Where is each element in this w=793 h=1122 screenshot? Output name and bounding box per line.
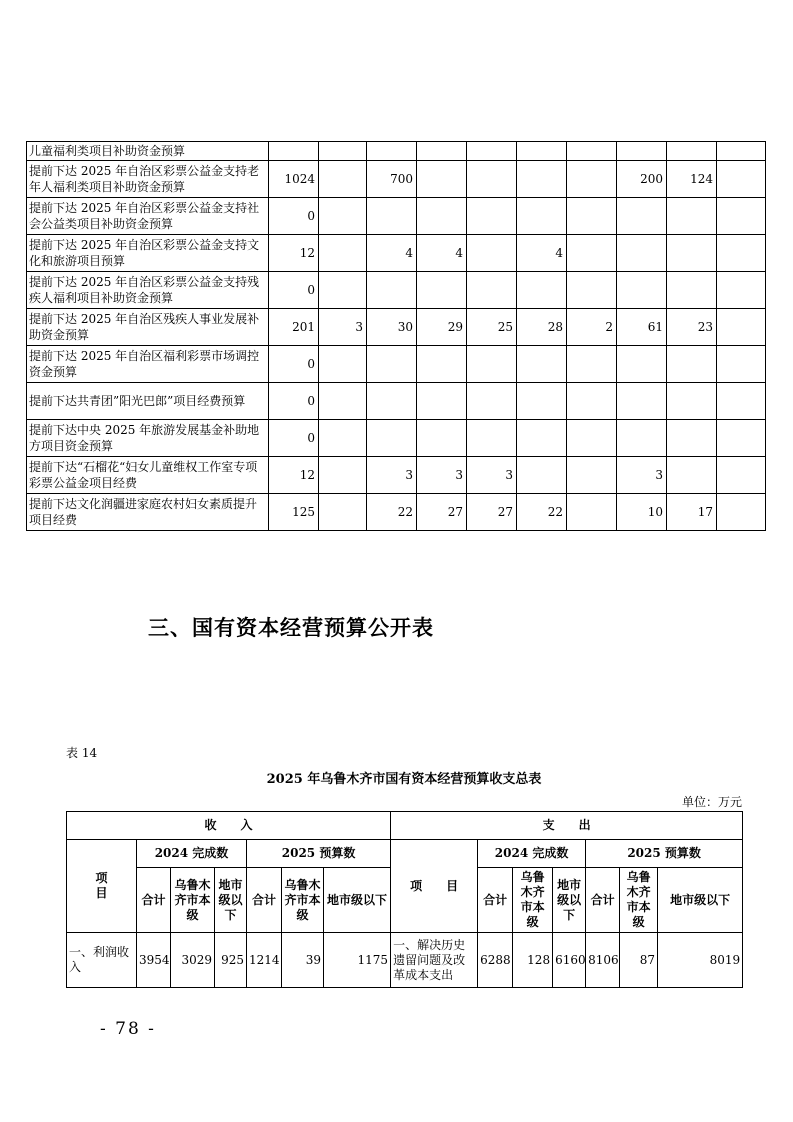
- income-value-cell: 3029: [171, 933, 215, 988]
- row-value-cell: [319, 142, 367, 161]
- row-value-cell: 1024: [269, 161, 319, 198]
- table-row: [27, 142, 766, 161]
- income-2025-header: 2025 预算数: [247, 840, 391, 868]
- row-value-cell: 27: [417, 494, 467, 531]
- table-row: [27, 457, 766, 494]
- row-value-cell: [567, 420, 617, 457]
- row-item-name: 提前下达 2025 年自治区彩票公益金支持老年人福利类项目补助资金预算: [27, 161, 269, 198]
- row-value-cell: [617, 346, 667, 383]
- income-item-header: 项 目: [67, 840, 137, 933]
- income-2025-city-header: 乌鲁木齐市本级: [282, 868, 324, 933]
- row-value-cell: 30: [367, 309, 417, 346]
- row-value-cell: [467, 198, 517, 235]
- income-2024-header: 2024 完成数: [137, 840, 247, 868]
- row-item-name: 提前下达 2025 年自治区彩票公益金支持社会公益类项目补助资金预算: [27, 198, 269, 235]
- row-item-name: 提前下达 2025 年自治区彩票公益金支持文化和旅游项目预算: [27, 235, 269, 272]
- income-header: 收 入: [67, 812, 391, 840]
- table-unit: 单位：万元: [681, 795, 742, 809]
- row-item-name: 提前下达文化润疆进家庭农村妇女素质提升项目经费: [27, 494, 269, 531]
- expense-value-cell: 6160: [553, 933, 586, 988]
- row-value-cell: [617, 272, 667, 309]
- row-value-cell: [717, 142, 766, 161]
- income-2024-city-header: 乌鲁木齐市本级: [171, 868, 215, 933]
- row-value-cell: [319, 420, 367, 457]
- row-value-cell: [717, 272, 766, 309]
- expense-2024-city-header: 乌鲁木齐市本级: [513, 868, 553, 933]
- row-value-cell: 4: [417, 235, 467, 272]
- row-value-cell: [567, 346, 617, 383]
- income-value-cell: 1214: [247, 933, 282, 988]
- row-value-cell: 17: [667, 494, 717, 531]
- table-row: [27, 420, 766, 457]
- row-item-name: 提前下达共青团”阳光巴郎”项目经费预算: [27, 383, 269, 420]
- row-value-cell: [617, 198, 667, 235]
- row-value-cell: 12: [269, 457, 319, 494]
- row-value-cell: [319, 494, 367, 531]
- row-value-cell: 3: [617, 457, 667, 494]
- row-value-cell: [717, 346, 766, 383]
- expense-2024-header: 2024 完成数: [478, 840, 586, 868]
- row-value-cell: 0: [269, 272, 319, 309]
- row-value-cell: [319, 272, 367, 309]
- row-item-name: 提前下达 2025 年自治区残疾人事业发展补助资金预算: [27, 309, 269, 346]
- row-value-cell: [667, 198, 717, 235]
- expense-value-cell: 8019: [658, 933, 743, 988]
- row-value-cell: [517, 272, 567, 309]
- table-row: [27, 272, 766, 309]
- row-value-cell: [617, 420, 667, 457]
- row-value-cell: 2: [567, 309, 617, 346]
- row-value-cell: [467, 346, 517, 383]
- row-value-cell: [717, 383, 766, 420]
- row-value-cell: 61: [617, 309, 667, 346]
- row-value-cell: [717, 457, 766, 494]
- income-2024-below-header: 地市级以下: [215, 868, 247, 933]
- row-value-cell: [319, 346, 367, 383]
- income-value-cell: 3954: [137, 933, 171, 988]
- row-value-cell: [567, 383, 617, 420]
- row-value-cell: [667, 383, 717, 420]
- row-value-cell: [367, 272, 417, 309]
- table-row: [27, 309, 766, 346]
- income-2024-total-header: 合计: [137, 868, 171, 933]
- row-value-cell: [617, 383, 667, 420]
- row-value-cell: [567, 235, 617, 272]
- row-value-cell: [667, 235, 717, 272]
- row-value-cell: [517, 161, 567, 198]
- row-value-cell: 4: [517, 235, 567, 272]
- expense-value-cell: 128: [513, 933, 553, 988]
- row-value-cell: 0: [269, 420, 319, 457]
- row-value-cell: [617, 142, 667, 161]
- expense-2025-city-header: 乌鲁木齐市本级: [620, 868, 658, 933]
- row-value-cell: 124: [667, 161, 717, 198]
- table-row: [27, 198, 766, 235]
- row-value-cell: [517, 142, 567, 161]
- row-value-cell: 3: [319, 309, 367, 346]
- row-value-cell: [517, 383, 567, 420]
- row-value-cell: [367, 198, 417, 235]
- row-value-cell: [717, 309, 766, 346]
- row-value-cell: [367, 420, 417, 457]
- row-value-cell: [517, 420, 567, 457]
- row-value-cell: [417, 142, 467, 161]
- row-value-cell: [467, 235, 517, 272]
- row-value-cell: 29: [417, 309, 467, 346]
- row-value-cell: [667, 272, 717, 309]
- row-value-cell: [517, 346, 567, 383]
- row-value-cell: [667, 457, 717, 494]
- row-value-cell: 27: [467, 494, 517, 531]
- row-value-cell: [667, 346, 717, 383]
- table-row: [27, 494, 766, 531]
- expense-value-cell: 6288: [478, 933, 513, 988]
- row-value-cell: [417, 198, 467, 235]
- row-value-cell: [717, 235, 766, 272]
- income-value-cell: 1175: [324, 933, 391, 988]
- table-title: 2025 年乌鲁木齐市国有资本经营预算收支总表: [266, 772, 542, 787]
- row-value-cell: [319, 457, 367, 494]
- row-value-cell: 10: [617, 494, 667, 531]
- row-value-cell: [717, 420, 766, 457]
- row-value-cell: [567, 142, 617, 161]
- expense-2025-header: 2025 预算数: [586, 840, 743, 868]
- row-value-cell: [567, 161, 617, 198]
- row-value-cell: [319, 383, 367, 420]
- income-value-cell: 39: [282, 933, 324, 988]
- row-value-cell: 28: [517, 309, 567, 346]
- state-capital-budget-table: [66, 811, 743, 988]
- row-value-cell: 0: [269, 383, 319, 420]
- row-value-cell: 3: [467, 457, 517, 494]
- row-item-name: 儿童福利类项目补助资金预算: [27, 142, 269, 161]
- row-value-cell: [717, 161, 766, 198]
- row-value-cell: [367, 346, 417, 383]
- row-value-cell: 25: [467, 309, 517, 346]
- expense-2025-below-header: 地市级以下: [658, 868, 743, 933]
- income-value-cell: 925: [215, 933, 247, 988]
- row-item-name: 提前下达 2025 年自治区彩票公益金支持残疾人福利项目补助资金预算: [27, 272, 269, 309]
- row-value-cell: 12: [269, 235, 319, 272]
- row-value-cell: 22: [367, 494, 417, 531]
- row-value-cell: [319, 161, 367, 198]
- row-value-cell: [269, 142, 319, 161]
- row-value-cell: 125: [269, 494, 319, 531]
- section-title: 三、国有资本经营预算公开表: [148, 615, 434, 640]
- row-value-cell: [417, 420, 467, 457]
- row-value-cell: [517, 457, 567, 494]
- row-value-cell: [467, 383, 517, 420]
- row-value-cell: 3: [417, 457, 467, 494]
- row-value-cell: [717, 198, 766, 235]
- income-2025-below-header: 地市级以下: [324, 868, 391, 933]
- table-row: [67, 933, 743, 988]
- row-value-cell: [319, 198, 367, 235]
- page-number: - 78 -: [100, 1019, 156, 1039]
- row-value-cell: 200: [617, 161, 667, 198]
- row-value-cell: [417, 272, 467, 309]
- row-value-cell: [467, 161, 517, 198]
- income-2025-total-header: 合计: [247, 868, 282, 933]
- row-item-name: 提前下达“石榴花“妇女儿童维权工作室专项彩票公益金项目经费: [27, 457, 269, 494]
- row-value-cell: [319, 235, 367, 272]
- row-value-cell: [567, 198, 617, 235]
- row-item-name: 提前下达 2025 年自治区福利彩票市场调控资金预算: [27, 346, 269, 383]
- row-value-cell: [567, 272, 617, 309]
- row-value-cell: [667, 142, 717, 161]
- row-value-cell: [417, 161, 467, 198]
- row-value-cell: 0: [269, 198, 319, 235]
- row-value-cell: [417, 346, 467, 383]
- row-value-cell: 201: [269, 309, 319, 346]
- expense-2025-total-header: 合计: [586, 868, 620, 933]
- table-row: [27, 346, 766, 383]
- row-value-cell: 700: [367, 161, 417, 198]
- row-value-cell: [717, 494, 766, 531]
- welfare-lottery-budget-table: [26, 141, 766, 531]
- row-value-cell: 4: [367, 235, 417, 272]
- expense-2024-below-header: 地市级以下: [553, 868, 586, 933]
- row-value-cell: [617, 235, 667, 272]
- expense-value-cell: 8106: [586, 933, 620, 988]
- row-value-cell: 0: [269, 346, 319, 383]
- row-value-cell: 23: [667, 309, 717, 346]
- table-row: [27, 161, 766, 198]
- table-label: 表 14: [66, 746, 98, 760]
- row-value-cell: [467, 272, 517, 309]
- row-value-cell: [667, 420, 717, 457]
- row-value-cell: [567, 494, 617, 531]
- expense-item-header: 项 目: [391, 840, 478, 933]
- row-item-name: 提前下达中央 2025 年旅游发展基金补助地方项目资金预算: [27, 420, 269, 457]
- row-value-cell: 3: [367, 457, 417, 494]
- row-value-cell: [467, 142, 517, 161]
- expense-value-cell: 87: [620, 933, 658, 988]
- table-row: [27, 383, 766, 420]
- table-row: [27, 235, 766, 272]
- row-value-cell: 22: [517, 494, 567, 531]
- row-value-cell: [367, 383, 417, 420]
- row-value-cell: [567, 457, 617, 494]
- row-value-cell: [467, 420, 517, 457]
- income-item-cell: 一、利润收入: [67, 933, 137, 988]
- row-value-cell: [367, 142, 417, 161]
- expense-item-cell: 一、解决历史遗留问题及改革成本支出: [391, 933, 478, 988]
- expense-2024-total-header: 合计: [478, 868, 513, 933]
- row-value-cell: [417, 383, 467, 420]
- row-value-cell: [517, 198, 567, 235]
- expense-header: 支 出: [391, 812, 743, 840]
